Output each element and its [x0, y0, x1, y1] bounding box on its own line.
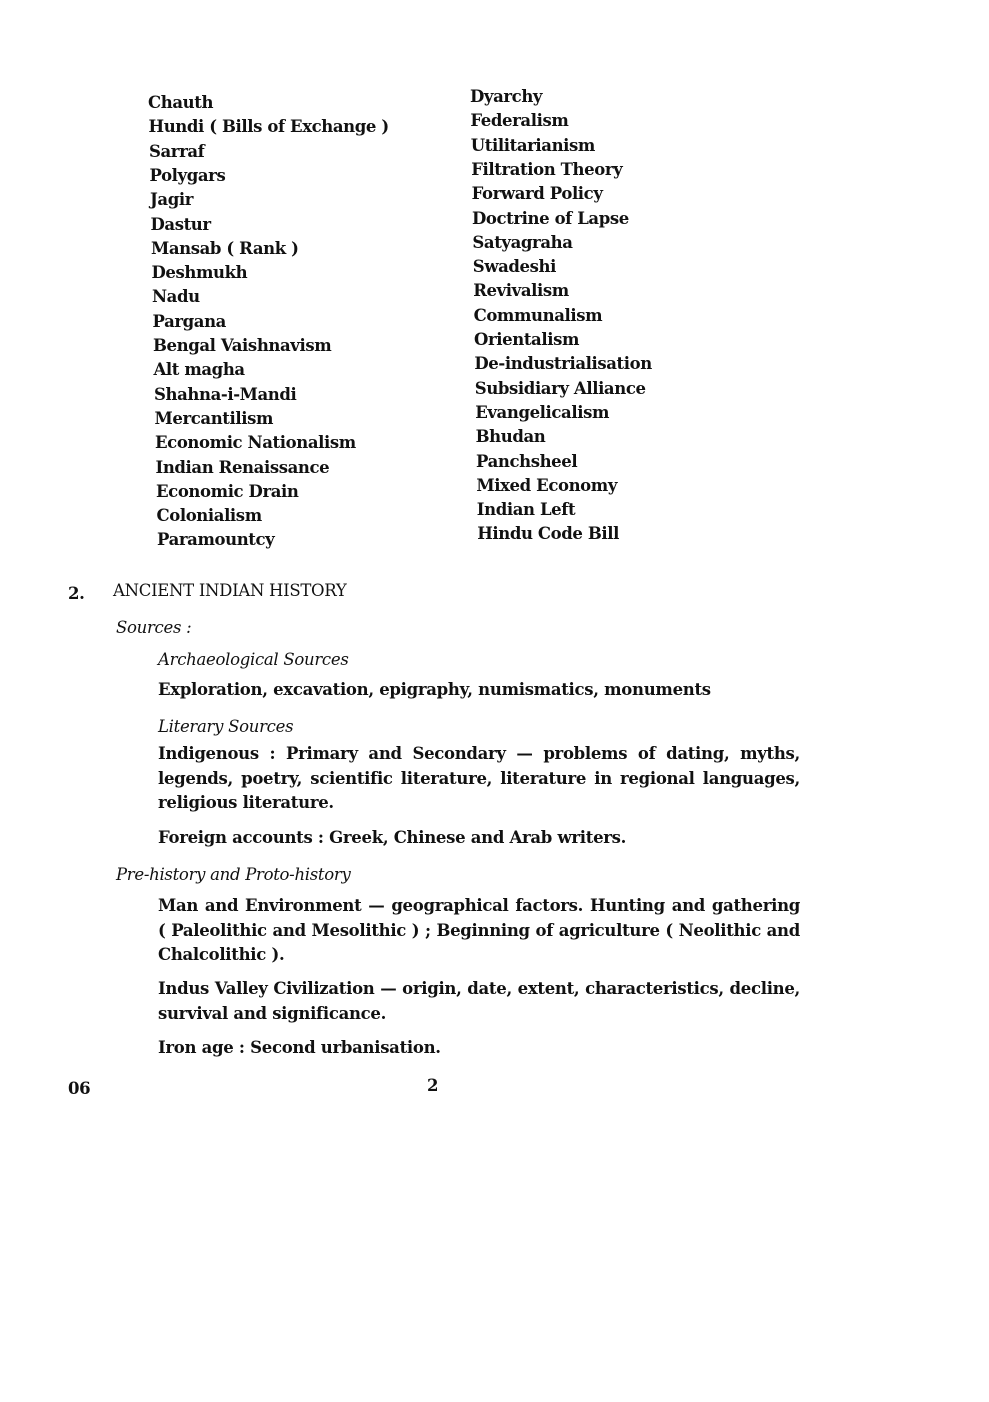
sources-heading: Sources :: [116, 618, 192, 637]
list-item: Sarraf: [149, 141, 205, 161]
list-item: Bengal Vaishnavism: [153, 336, 332, 355]
footer-code: 06: [68, 1079, 91, 1098]
list-item: Filtration Theory: [471, 159, 623, 179]
list-item: Satyagraha: [472, 232, 573, 252]
list-item: Economic Drain: [156, 481, 299, 501]
list-item: Communalism: [473, 305, 603, 325]
literary-heading: Literary Sources: [158, 717, 294, 736]
foreign-text: Foreign accounts : Greek, Chinese and Arab writers.: [158, 828, 627, 847]
list-item: Pargana: [152, 311, 226, 331]
list-item: Federalism: [470, 111, 569, 131]
list-item: Orientalism: [474, 330, 580, 349]
iron-age-text: Iron age : Second urbanisation.: [158, 1038, 441, 1057]
list-item: Deshmukh: [151, 263, 248, 283]
list-item: Utilitarianism: [470, 135, 595, 155]
list-item: Alt magha: [153, 360, 245, 380]
list-item: Jagir: [150, 190, 193, 210]
list-item: Swadeshi: [472, 257, 556, 277]
list-item: Bhudan: [475, 427, 546, 447]
list-item: Economic Nationalism: [155, 433, 356, 453]
list-item: Colonialism: [156, 506, 262, 526]
list-item: Forward Policy: [471, 184, 603, 204]
page-number: 2: [427, 1076, 439, 1095]
list-item: Polygars: [149, 165, 226, 185]
list-item: Dastur: [150, 214, 211, 234]
list-item: Nadu: [152, 287, 200, 307]
list-item: Shahna-i-Mandi: [154, 384, 297, 404]
list-item: Hundi ( Bills of Exchange ): [148, 117, 389, 137]
list-item: Chauth: [148, 93, 214, 112]
indigenous-text: Indigenous : Primary and Secondary — problems of dating, myths, legends, poetry, scientific literature, literature in regional languages, religious literature.: [158, 744, 800, 812]
list-item: Evangelicalism: [475, 402, 610, 422]
archaeological-heading: Archaeological Sources: [158, 650, 349, 669]
section-number: 2.: [68, 584, 85, 603]
list-item: Mercantilism: [154, 408, 274, 428]
list-item: De-industrialisation: [474, 354, 652, 374]
section-title: ANCIENT INDIAN HISTORY: [113, 581, 347, 600]
list-item: Indian Renaissance: [155, 457, 330, 477]
man-environment-text: Man and Environment — geographical factors. Hunting and gathering ( Paleolithic and Mesolithic ) ; Beginning of agriculture ( Neolithic and Chalcolithic ).: [158, 896, 800, 964]
list-item: Indian Left: [476, 500, 576, 520]
list-item: Mansab ( Rank ): [151, 238, 299, 258]
archaeological-text: Exploration, excavation, epigraphy, numismatics, monuments: [158, 680, 711, 699]
list-item: Subsidiary Alliance: [474, 378, 646, 398]
prehistory-heading: Pre-history and Proto-history: [116, 865, 351, 884]
indus-text: Indus Valley Civilization — origin, date, extent, characteristics, decline, survival and significance.: [158, 979, 800, 1023]
list-item: Panchsheel: [476, 451, 578, 471]
list-item: Paramountcy: [157, 530, 275, 550]
list-item: Dyarchy: [470, 87, 543, 106]
list-item: Hindu Code Bill: [477, 524, 619, 544]
list-item: Revivalism: [473, 281, 569, 301]
list-item: Mixed Economy: [476, 475, 618, 495]
list-item: Doctrine of Lapse: [472, 208, 629, 228]
